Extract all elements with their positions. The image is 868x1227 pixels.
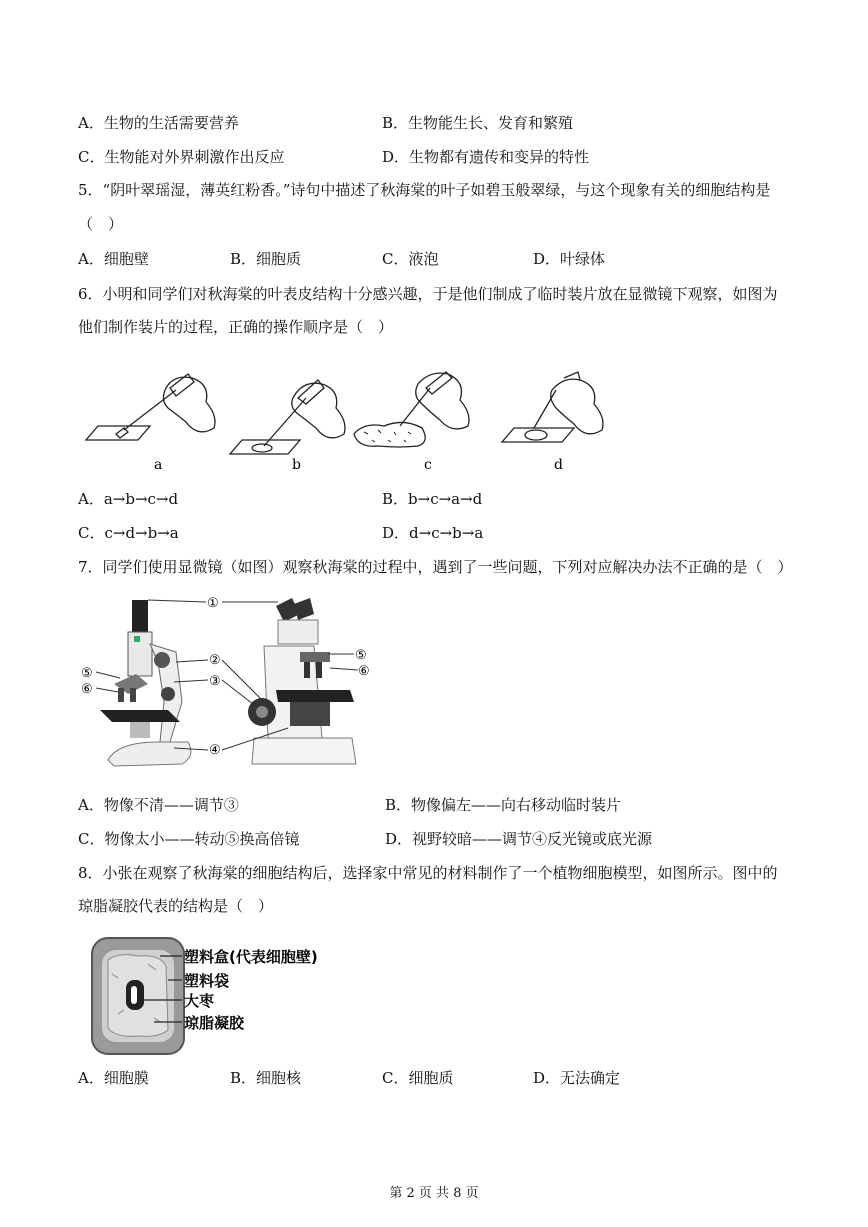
q8-option-c: C．细胞质	[382, 1069, 454, 1087]
label-6-right: ⑥	[358, 664, 370, 679]
q5-stem-line1: 5．“阴叶翠瑶湿，薄英红粉香。”诗句中描述了秋海棠的叶子如碧玉般翠绿，与这个现象有关的细胞结构是	[78, 181, 771, 199]
label-1: ①	[207, 596, 219, 611]
microscope-figure	[78, 592, 378, 774]
q8-option-b: B．细胞核	[230, 1069, 302, 1087]
label-jujube: 大枣	[184, 992, 215, 1010]
q6-stem-line2: 他们制作装片的过程，正确的操作顺序是（ ）	[78, 318, 394, 336]
q4-option-d: D．生物都有遗传和变异的特性	[382, 148, 590, 166]
label-plastic-box: 塑料盒(代表细胞壁)	[184, 948, 318, 966]
q4-option-c: C．生物能对外界刺激作出反应	[78, 148, 285, 166]
page-footer: 第 2 页 共 8 页	[389, 1186, 479, 1201]
q4-option-b: B．生物能生长、发育和繁殖	[382, 114, 574, 132]
label-3: ③	[209, 674, 221, 689]
slide-preparation-figure	[78, 368, 638, 478]
q5-option-d: D．叶绿体	[533, 250, 606, 268]
label-5-right: ⑤	[355, 648, 367, 663]
q8-stem-line1: 8．小张在观察了秋海棠的细胞结构后，选择家中常见的材料制作了一个植物细胞模型，如图所示。图中的	[78, 864, 778, 882]
label-6-left: ⑥	[81, 682, 93, 697]
step-d-illustration	[502, 372, 603, 442]
label-2: ②	[209, 653, 221, 668]
q8-option-a: A．细胞膜	[78, 1069, 149, 1087]
q5-option-c: C．液泡	[382, 250, 439, 268]
label-plastic-bag: 塑料袋	[184, 972, 230, 990]
q5-option-a: A．细胞壁	[78, 250, 149, 268]
q7-option-a: A．物像不清——调节③	[78, 796, 239, 814]
step-a-illustration	[86, 374, 215, 440]
q6-option-c: C．c→d→b→a	[78, 524, 179, 542]
figure-label-d: d	[554, 457, 563, 473]
figure-label-a: a	[154, 457, 163, 473]
q6-stem-line1: 6．小明和同学们对秋海棠的叶表皮结构十分感兴趣，于是他们制成了临时装片放在显微镜下观察，如图为	[78, 285, 778, 303]
label-5-left: ⑤	[81, 666, 93, 681]
step-c-illustration	[354, 372, 469, 447]
figure-label-b: b	[292, 457, 301, 473]
q4-option-a: A．生物的生活需要营养	[78, 114, 239, 132]
step-b-illustration	[230, 380, 345, 454]
q7-stem: 7．同学们使用显微镜（如图）观察秋海棠的过程中，遇到了一些问题，下列对应解决办法不正确的是（ ）	[78, 558, 793, 576]
q8-stem-line2: 琼脂凝胶代表的结构是（ ）	[78, 897, 274, 915]
q7-option-c: C．物像太小——转动⑤换高倍镜	[78, 830, 300, 848]
q5-option-b: B．细胞质	[230, 250, 302, 268]
label-agar-gel: 琼脂凝胶	[184, 1014, 245, 1032]
plant-cell-model-figure	[88, 934, 348, 1060]
q7-option-d: D．视野较暗——调节④反光镜或底光源	[385, 830, 653, 848]
q7-option-b: B．物像偏左——向右移动临时装片	[385, 796, 622, 814]
q5-stem-line2: （ ）	[78, 215, 124, 233]
monocular-microscope-illustration	[100, 600, 191, 766]
label-4: ④	[209, 743, 221, 758]
figure-label-c: c	[424, 457, 432, 473]
q8-option-d: D．无法确定	[533, 1069, 621, 1087]
q6-option-d: D．d→c→b→a	[382, 524, 484, 542]
q6-option-b: B．b→c→a→d	[382, 490, 483, 508]
q6-option-a: A．a→b→c→d	[78, 490, 179, 508]
binocular-microscope-illustration	[248, 598, 356, 764]
